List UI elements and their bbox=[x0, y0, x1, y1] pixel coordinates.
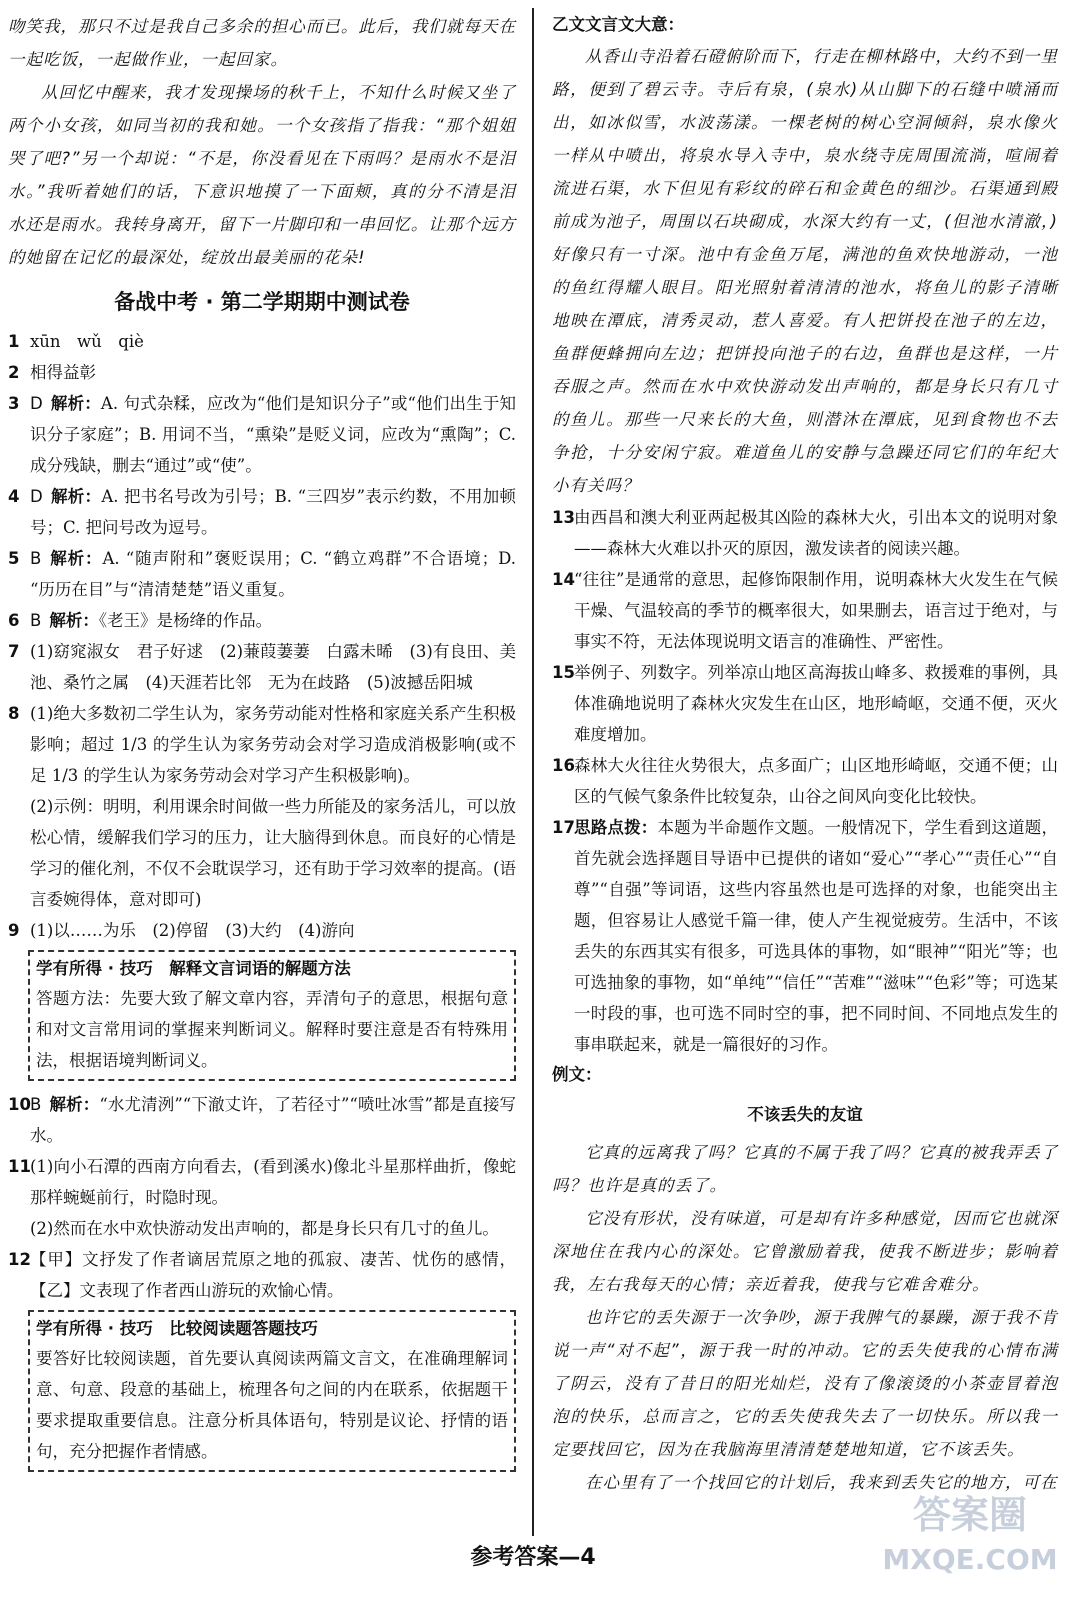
answer-item-15 bbox=[552, 657, 1058, 750]
analysis-label: 解析： bbox=[49, 611, 99, 630]
item-text: A. 把书名号改为引号；B. “三四岁”表示约数，不用加顿号；C. 把问号改为逗号。 bbox=[30, 487, 516, 537]
item-text: 【甲】文抒发了作者谪居荒原之地的孤寂、凄苦、忧伤的感情，【乙】文表现了作者西山游玩的欢愉心情。 bbox=[30, 1250, 516, 1300]
item-text: (2)然而在水中欢快游动发出声响的，都是身长只有几寸的鱼儿。 bbox=[30, 1219, 499, 1238]
item-number: 1 bbox=[8, 332, 20, 351]
example-label: 例文： bbox=[552, 1065, 602, 1084]
essay-continued-paragraph: 吻笑我，那只不过是我自己多余的担心而已。此后，我们就每天在一起吃饭，一起做作业，一起回家。 bbox=[8, 17, 516, 69]
item-number: 4 bbox=[8, 487, 20, 506]
item-number: 8 bbox=[8, 704, 20, 723]
watermark-url: MXQE.COM bbox=[882, 1543, 1058, 1576]
right-column bbox=[552, 10, 1058, 1499]
answer-item-9 bbox=[8, 915, 516, 946]
item-number: 12 bbox=[8, 1250, 31, 1269]
item-text: (1)以……为乐 (2)停留 (3)大约 (4)游向 bbox=[30, 921, 355, 940]
answer-item-14 bbox=[552, 564, 1058, 657]
essay-paragraph-1: 它真的远离我了吗？它真的不属于我了吗？它真的被我弄丢了吗？也许是真的丢了。 bbox=[552, 1143, 1058, 1195]
tip-title: 学有所得 · 技巧 比较阅读题答题技巧 bbox=[36, 1319, 318, 1338]
left-column bbox=[8, 10, 516, 1480]
answer-item-3 bbox=[8, 388, 516, 481]
item-text: (1)绝大多数初二学生认为，家务劳动能对性格和家庭关系产生积极影响；超过 1/3 的学生认为家务劳动会对学习造成消极影响(或不足 1/3 的学生认为家务劳动会对学习产生积极影响)。 bbox=[30, 704, 516, 785]
item-text: “往往”是通常的意思，起修饰限制作用，说明森林大火发生在气候干燥、气温较高的季节的概率很大，如果删去，语言过于绝对，与事实不符，无法体现说明文语言的准确性、严密性。 bbox=[574, 570, 1058, 651]
item-text: A. 句式杂糅，应改为“他们是知识分子”或“他们出生于知识分子家庭”；B. 用词不当，“熏染”是贬义词，应改为“熏陶”；C. 成分残缺，删去“通过”或“使”。 bbox=[30, 394, 516, 475]
answer-item-16 bbox=[552, 750, 1058, 812]
translation-body: 从香山寺沿着石磴俯阶而下，行走在柳林路中，大约不到一里路，便到了碧云寺。寺后有泉，(泉水)从山脚下的石缝中喷涌而出，如冰似雪，水波荡漾。一棵老树的树心空洞倾斜，泉水像火一样从中喷出，将泉水导入寺中，泉水绕寺庑周围流淌，喧闹着流进石渠，水下但见有彩纹的碎石和金黄色的细沙。石渠通到殿前成为池子，周围以石块砌成，水深大约有一丈，(但池水清澈，)好像只有一寸深。池中有金鱼万尾，满池的鱼欢快地游动，一池的鱼红得耀人眼目。阳光照射着清清的池水，将鱼儿的影子清晰地映在潭底，清秀灵动，惹人喜爱。有人把饼投在池子的左边，鱼群便蜂拥向左边；把饼投向池子的右边，鱼群也是这样，一片吞服之声。然而在水中欢快游动发出声响的，都是身长只有几寸的鱼儿。那些一尺来长的大鱼，则潜沐在潭底，见到食物也不去争抢，十分安闲宁寂。难道鱼儿的安静与急躁还同它们的年纪大小有关吗？ bbox=[552, 47, 1058, 495]
item-text: 《老王》是杨绛的作品。 bbox=[98, 611, 273, 630]
item-number: 11 bbox=[8, 1157, 31, 1176]
item-text: A. “随声附和”褒贬误用；C. “鹤立鸡群”不合语境；D. “历历在目”与“清清楚楚”语义重复。 bbox=[30, 549, 517, 599]
item-number: 13 bbox=[552, 508, 575, 527]
item-text: 森林大火往往火势很大，点多面广；山区地形崎岖，交通不便；山区的气候气象条件比较复杂，山谷之间风向变化比较快。 bbox=[574, 756, 1058, 806]
hint-label: 思路点拨： bbox=[574, 818, 658, 837]
essay-paragraph-3: 也许它的丢失源于一次争吵，源于我脾气的暴躁，源于我不肯说一声“对不起”，源于我一时的冲动。它的丢失使我的心情布满了阴云，没有了昔日的阳光灿烂，没有了像滚烫的小茶壶冒着泡泡的快乐，总而言之，它的丢失使我失去了一切快乐。所以我一定要找回它，因为在我脑海里清清楚楚地知道，它不该丢失。 bbox=[552, 1308, 1058, 1459]
item-text: (1)窈窕淑女 君子好逑 (2)蒹葭萋萋 白露未晞 (3)有良田、美池、桑竹之属 (4)天涯若比邻 无为在歧路 (5)波撼岳阳城 bbox=[30, 642, 516, 692]
analysis-label: 解析： bbox=[50, 487, 102, 506]
item-answer: B bbox=[30, 611, 42, 630]
item-text: 相得益彰 bbox=[30, 363, 96, 382]
analysis-label: 解析： bbox=[49, 549, 103, 568]
item-number: 17 bbox=[552, 818, 575, 837]
essay-paragraph-2: 它没有形状，没有味道，可是却有许多种感觉，因而它也就深深地住在我内心的深处。它曾激励着我，使我不断进步；影响着我，左右我每天的心情；亲近着我，使我与它难舍难分。 bbox=[552, 1209, 1058, 1294]
answer-item-8 bbox=[8, 698, 516, 791]
answer-item-4 bbox=[8, 481, 516, 543]
item-number: 10 bbox=[8, 1095, 31, 1114]
item-answer: D bbox=[30, 487, 43, 506]
item-number: 6 bbox=[8, 611, 20, 630]
item-text: “水尤清洌”“下澈丈许，了若径寸”“喷吐冰雪”都是直接写水。 bbox=[30, 1095, 516, 1145]
item-text: 举例子、列数字。列举凉山地区高海拔山峰多、救援难的事例，具体准确地说明了森林火灾发生在山区，地形崎岖，交通不便，灭火难度增加。 bbox=[574, 663, 1058, 744]
item-number: 15 bbox=[552, 663, 575, 682]
essay-paragraph: 从回忆中醒来，我才发现操场的秋千上，不知什么时候又坐了两个小女孩，如同当初的我和她。一个女孩指了指我：“那个姐姐哭了吧?”另一个却说：“不是，你没看见在下雨吗？是雨水不是泪水。”我听着她们的话，下意识地摸了一下面颊，真的分不清是泪水还是雨水。我转身离开，留下一片脚印和一串回忆。让那个远方的她留在记忆的最深处，绽放出最美丽的花朵! bbox=[8, 83, 516, 267]
tip-box-vocabulary bbox=[28, 950, 516, 1081]
essay-paragraph-4: 在心里有了一个找回它的计划后，我来到丢失它的地方，可在 bbox=[585, 1473, 1058, 1492]
section-title: 备战中考 · 第二学期期中测试卷 bbox=[114, 290, 410, 314]
item-number: 9 bbox=[8, 921, 20, 940]
item-number: 3 bbox=[8, 394, 20, 413]
item-answer: D bbox=[30, 394, 43, 413]
answer-item-11-part2 bbox=[8, 1213, 516, 1244]
answer-item-8-part2 bbox=[8, 791, 516, 915]
item-text: 本题为半命题作文题。一般情况下，学生看到这道题，首先就会选择题目导语中已提供的诸如“爱心”“孝心”“责任心”“自尊”“自强”等词语，这些内容虽然也是可选择的对象，也能突出主题，但容易让人感觉千篇一律，使人产生视觉疲劳。生活中，不该丢失的东西其实有很多，可选具体的事物，如“眼神”“阳光”等；也可选抽象的事物，如“单纯”“信任”“苦难”“滋味”“色彩”等；可选某一时段的事，也可选不同时空的事，把不同时间、不同地点发生的事串联起来，就是一篇很好的习作。 bbox=[574, 818, 1059, 1054]
page-footer: 参考答案—4 bbox=[470, 1545, 596, 1570]
answer-item-12 bbox=[8, 1244, 516, 1306]
tip-box-comparison bbox=[28, 1310, 516, 1472]
item-number: 14 bbox=[552, 570, 575, 589]
item-number: 2 bbox=[8, 363, 20, 382]
answer-item-13 bbox=[552, 502, 1058, 564]
answer-item-2 bbox=[8, 357, 516, 388]
item-number: 7 bbox=[8, 642, 20, 661]
essay-title: 不该丢失的友谊 bbox=[747, 1105, 863, 1124]
watermark-logo-text: 答案圈 bbox=[912, 1493, 1027, 1537]
answer-item-11 bbox=[8, 1151, 516, 1213]
answer-item-17 bbox=[552, 812, 1058, 1060]
item-text: xūn wǔ qiè bbox=[30, 332, 144, 351]
translation-heading: 乙文文言文大意： bbox=[552, 15, 684, 34]
item-text: (1)向小石潭的西南方向看去，(看到溪水)像北斗星那样曲折，像蛇那样蜿蜒前行，时隐时现。 bbox=[30, 1157, 516, 1207]
column-divider bbox=[532, 8, 534, 1536]
answer-item-6 bbox=[8, 605, 516, 636]
analysis-label: 解析： bbox=[50, 394, 101, 413]
item-answer: B bbox=[30, 1095, 42, 1114]
answer-item-1 bbox=[8, 326, 516, 357]
answer-item-7 bbox=[8, 636, 516, 698]
answer-item-10 bbox=[8, 1089, 516, 1151]
item-number: 5 bbox=[8, 549, 20, 568]
tip-body: 答题方法：先要大致了解文章内容，弄清句子的意思，根据句意和对文言常用词的掌握来判断词义。解释时要注意是否有特殊用法，根据语境判断词义。 bbox=[36, 989, 508, 1070]
item-text: 由西昌和澳大利亚两起极其凶险的森林大火，引出本文的说明对象——森林大火难以扑灭的原因，激发读者的阅读兴趣。 bbox=[574, 508, 1058, 558]
item-answer: B bbox=[30, 549, 42, 568]
tip-title: 学有所得 · 技巧 解释文言词语的解题方法 bbox=[36, 959, 351, 978]
answer-item-5 bbox=[8, 543, 516, 605]
tip-body: 要答好比较阅读题，首先要认真阅读两篇文言文，在准确理解词意、句意、段意的基础上，梳理各句之间的内在联系，依据题干要求提取重要信息。注意分析具体语句，特别是议论、抒情的语句，充分把握作者情感。 bbox=[36, 1349, 508, 1461]
item-number: 16 bbox=[552, 756, 575, 775]
analysis-label: 解析： bbox=[49, 1095, 100, 1114]
item-text: (2)示例：明明，利用课余时间做一些力所能及的家务活儿，可以放松心情，缓解我们学习的压力，让大脑得到休息。而良好的心情是学习的催化剂，不仅不会耽误学习，还有助于学习效率的提高。(语言委婉得体，意对即可) bbox=[30, 797, 516, 909]
